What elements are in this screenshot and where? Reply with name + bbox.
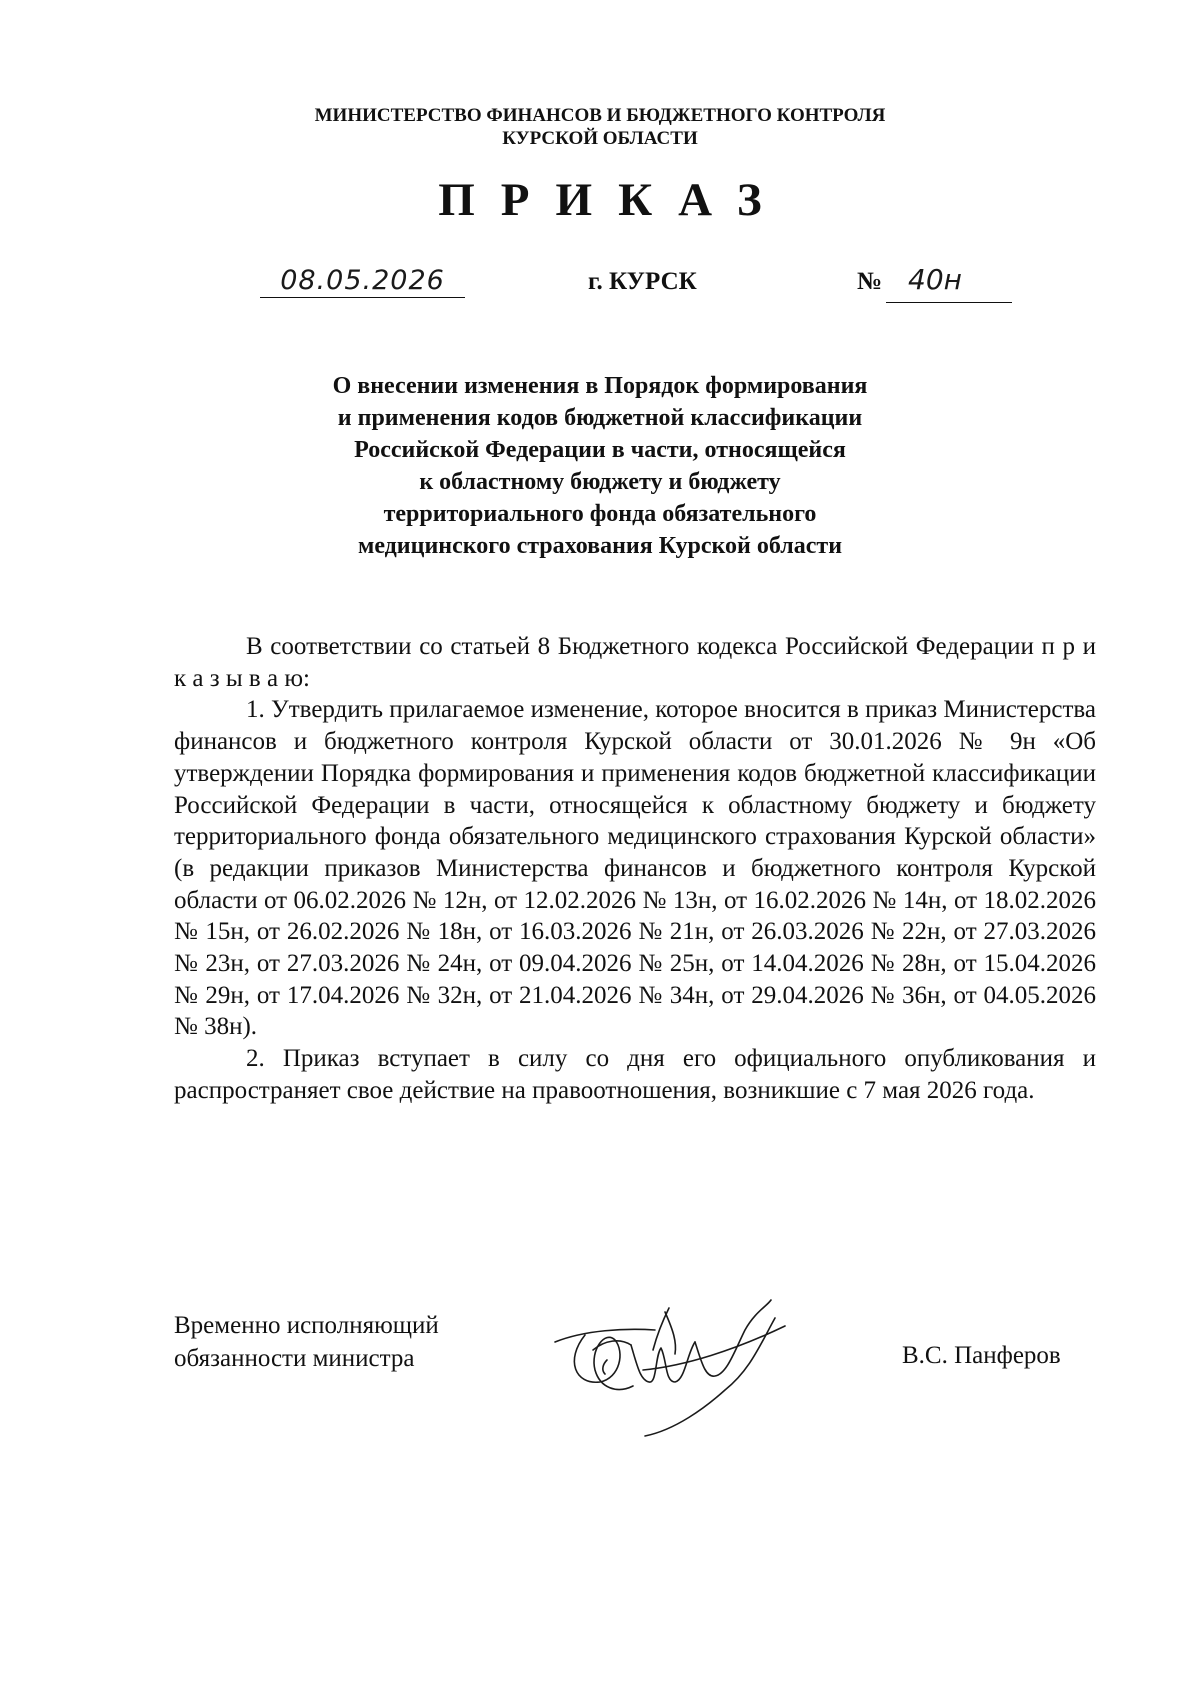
subject-line: медицинского страхования Курской области	[357, 533, 843, 559]
document-date: 08.05.2026	[260, 265, 465, 298]
document-number: 40н	[886, 263, 1012, 303]
subject-line: и применения кодов бюджетной классификации	[337, 405, 863, 431]
document-type-title: ПРИКАЗ	[438, 174, 788, 226]
position-line-1: Временно исполняющий	[174, 1312, 439, 1339]
subject-line: Российской Федерации в части, относящейся	[354, 437, 846, 463]
clause-1-paragraph: 1. Утвердить прилагаемое изменение, которое вносится в приказ Министерства финансов и бюджетного контроля Курской области от 30.01.2026 № 9н «Об утверждении Порядка формирования и применения кодов бюджетной классификации Российской Федерации в части, относящейся к областному бюджету и бюджету территориального фонда обязательного медицинского страхования Курской области» (в редакции приказов Министерства финансов и бюджетного контроля Курской области от 06.02.2026 № 12н, от 12.02.2026 № 13н, от 16.02.2026 № 14н, от 18.02.2026 № 15н, от 26.02.2026 № 18н, от 16.03.2026 № 21н, от 26.03.2026 № 22н, от 27.03.2026 № 23н, от 27.03.2026 № 24н, от 09.04.2026 № 25н, от 14.04.2026 № 28н, от 15.04.2026 № 29н, от 17.04.2026 № 32н, от 21.04.2026 № 34н, от 29.04.2026 № 36н, от 04.05.2026 № 38н).	[174, 696, 1096, 1041]
document-body	[174, 631, 1096, 1107]
org-line-2: КУРСКОЙ ОБЛАСТИ	[502, 128, 698, 149]
handwritten-signature	[545, 1290, 805, 1440]
signatory-position	[174, 1309, 439, 1375]
number-label: №	[857, 268, 883, 295]
issuing-organization	[0, 104, 1200, 150]
document-subject	[0, 370, 1200, 562]
clause-2-paragraph: 2. Приказ вступает в силу со дня его официального опубликования и распространяет свое действие на правоотношения, возникшие с 7 мая 2026 года.	[174, 1045, 1096, 1104]
position-line-2: обязанности министра	[174, 1345, 415, 1372]
intro-paragraph: В соответствии со статьей 8 Бюджетного кодекса Российской Федерации п р и к а з ы в а ю:	[174, 633, 1096, 692]
org-line-1: МИНИСТЕРСТВО ФИНАНСОВ И БЮДЖЕТНОГО КОНТРОЛЯ	[314, 105, 886, 126]
subject-line: О внесении изменения в Порядок формирования	[332, 373, 868, 399]
document-city: г. КУРСК	[588, 268, 697, 295]
subject-line: территориального фонда обязательного	[383, 501, 817, 527]
subject-line: к областному бюджету и бюджету	[419, 469, 781, 495]
signatory-name: В.С. Панферов	[902, 1342, 1061, 1369]
